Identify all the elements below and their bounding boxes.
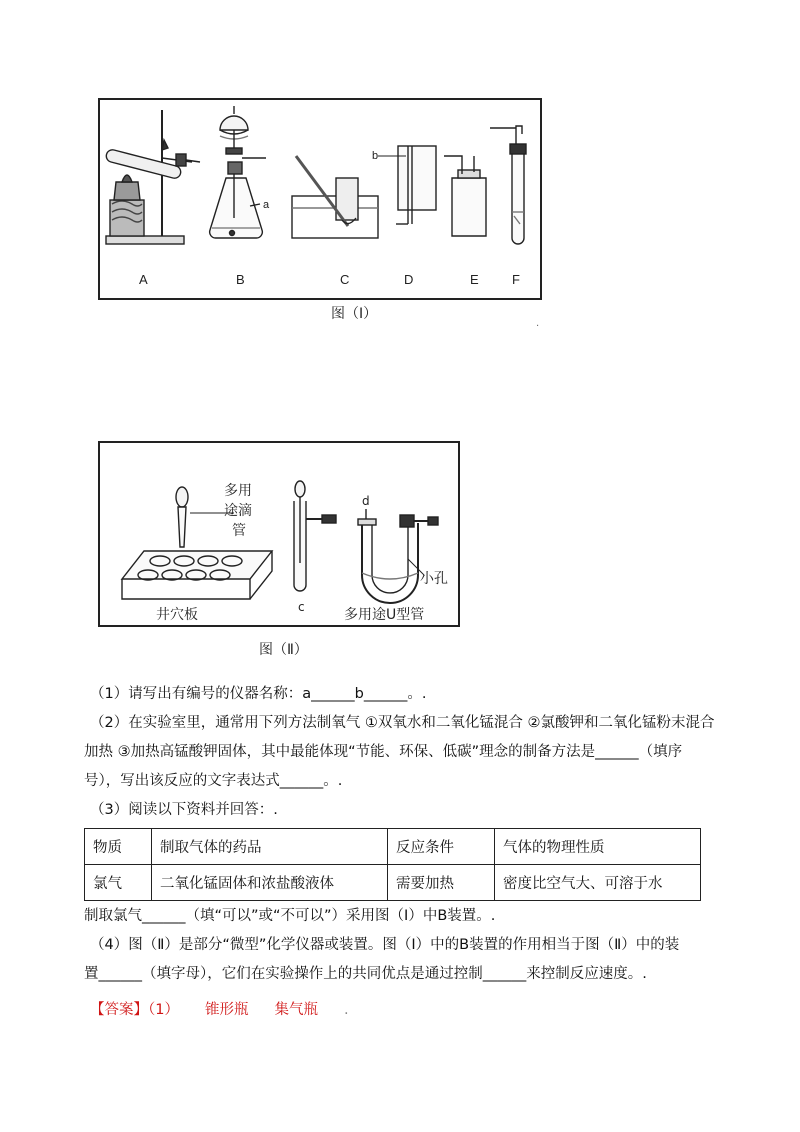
chlorine-data-table (84, 828, 701, 901)
table-cell: 二氧化锰固体和浓盐酸液体 (152, 865, 388, 901)
dropper-drawing (176, 487, 188, 547)
question-2-line2: 加热 ③加热高锰酸钾固体，其中最能体现“节能、环保、低碳”理念的制备方法是______（填序 (84, 744, 683, 760)
question-1: （1）请写出有编号的仪器名称：a______b______。. (90, 686, 427, 702)
question-3: （3）阅读以下资料并回答：. (90, 802, 278, 818)
question-4-line2: 置______（填字母），它们在实验操作上的共同优点是通过控制______来控制反应速度。. (84, 966, 647, 982)
label-c-text: C (340, 272, 350, 287)
table-header-cell: 物质 (85, 829, 152, 865)
dropper-label-line1: 多用 (224, 483, 252, 499)
apparatus-b-drawing (210, 106, 266, 238)
question-4-line1: （4）图（Ⅱ）是部分“微型”化学仪器或装置。图（Ⅰ）中的B装置的作用相当于图（Ⅱ）中的装 (90, 937, 680, 953)
answer-a: 锥形瓶 (204, 1002, 249, 1018)
figure-1-apparatus (98, 98, 542, 300)
apparatus-d-drawing (378, 146, 436, 224)
label-a-text: A (139, 272, 148, 287)
u-tube-d-label: d (362, 494, 370, 508)
question-2-line1: （2）在实验室里，通常用下列方法制氧气 ①双氧水和二氧化锰混合 ②氯酸钾和二氧化锰粉末混合 (90, 715, 715, 731)
figure-2-drawing (100, 443, 458, 625)
dropper-label-line2: 途滴 (224, 503, 252, 519)
label-b-text: B (236, 272, 245, 287)
apparatus-f-drawing (490, 126, 526, 244)
label-inner-b: b (372, 150, 379, 162)
label-e-text: E (470, 272, 479, 287)
table-header-cell: 反应条件 (388, 829, 495, 865)
answer-tail: . (343, 1002, 349, 1018)
table-header-cell: 制取气体的药品 (152, 829, 388, 865)
apparatus-a-drawing (106, 110, 200, 244)
question-3-followup: 制取氯气______（填“可以”或“不可以”）采用图（Ⅰ）中B装置。. (84, 908, 496, 924)
dropper-label-line3: 管 (232, 523, 246, 539)
tube-c-label: c (298, 600, 305, 614)
u-tube-drawing (358, 509, 438, 603)
small-hole-label: 小孔 (420, 571, 448, 587)
table-header-cell: 气体的物理性质 (495, 829, 701, 865)
apparatus-e-drawing (444, 156, 486, 236)
table-header-row (85, 829, 701, 865)
label-f-text: F (512, 272, 520, 287)
well-plate-label: 井穴板 (156, 607, 198, 623)
answer-line (90, 998, 375, 1019)
table-cell: 需要加热 (388, 865, 495, 901)
stray-dot: . (536, 318, 540, 329)
label-d-text: D (404, 272, 414, 287)
label-inner-a: a (263, 199, 270, 211)
figure-1-caption: 图（Ⅰ） (331, 306, 378, 322)
table-cell: 密度比空气大、可溶于水 (495, 865, 701, 901)
test-tube-c-drawing (294, 481, 336, 591)
figure-2-microapparatus (98, 441, 460, 627)
u-tube-label: 多用途U型管 (344, 607, 425, 623)
answer-label: 【答案】（1） (90, 1002, 179, 1018)
figure-1-drawing (100, 100, 540, 298)
table-row (85, 865, 701, 901)
question-2-line3: 号），写出该反应的文字表达式______。. (84, 773, 343, 789)
apparatus-c-drawing (292, 156, 378, 238)
answer-b: 集气瓶 (274, 1002, 318, 1018)
well-plate-drawing (122, 551, 272, 599)
table-cell: 氯气 (85, 865, 152, 901)
figure-2-caption: 图（Ⅱ） (259, 642, 308, 658)
